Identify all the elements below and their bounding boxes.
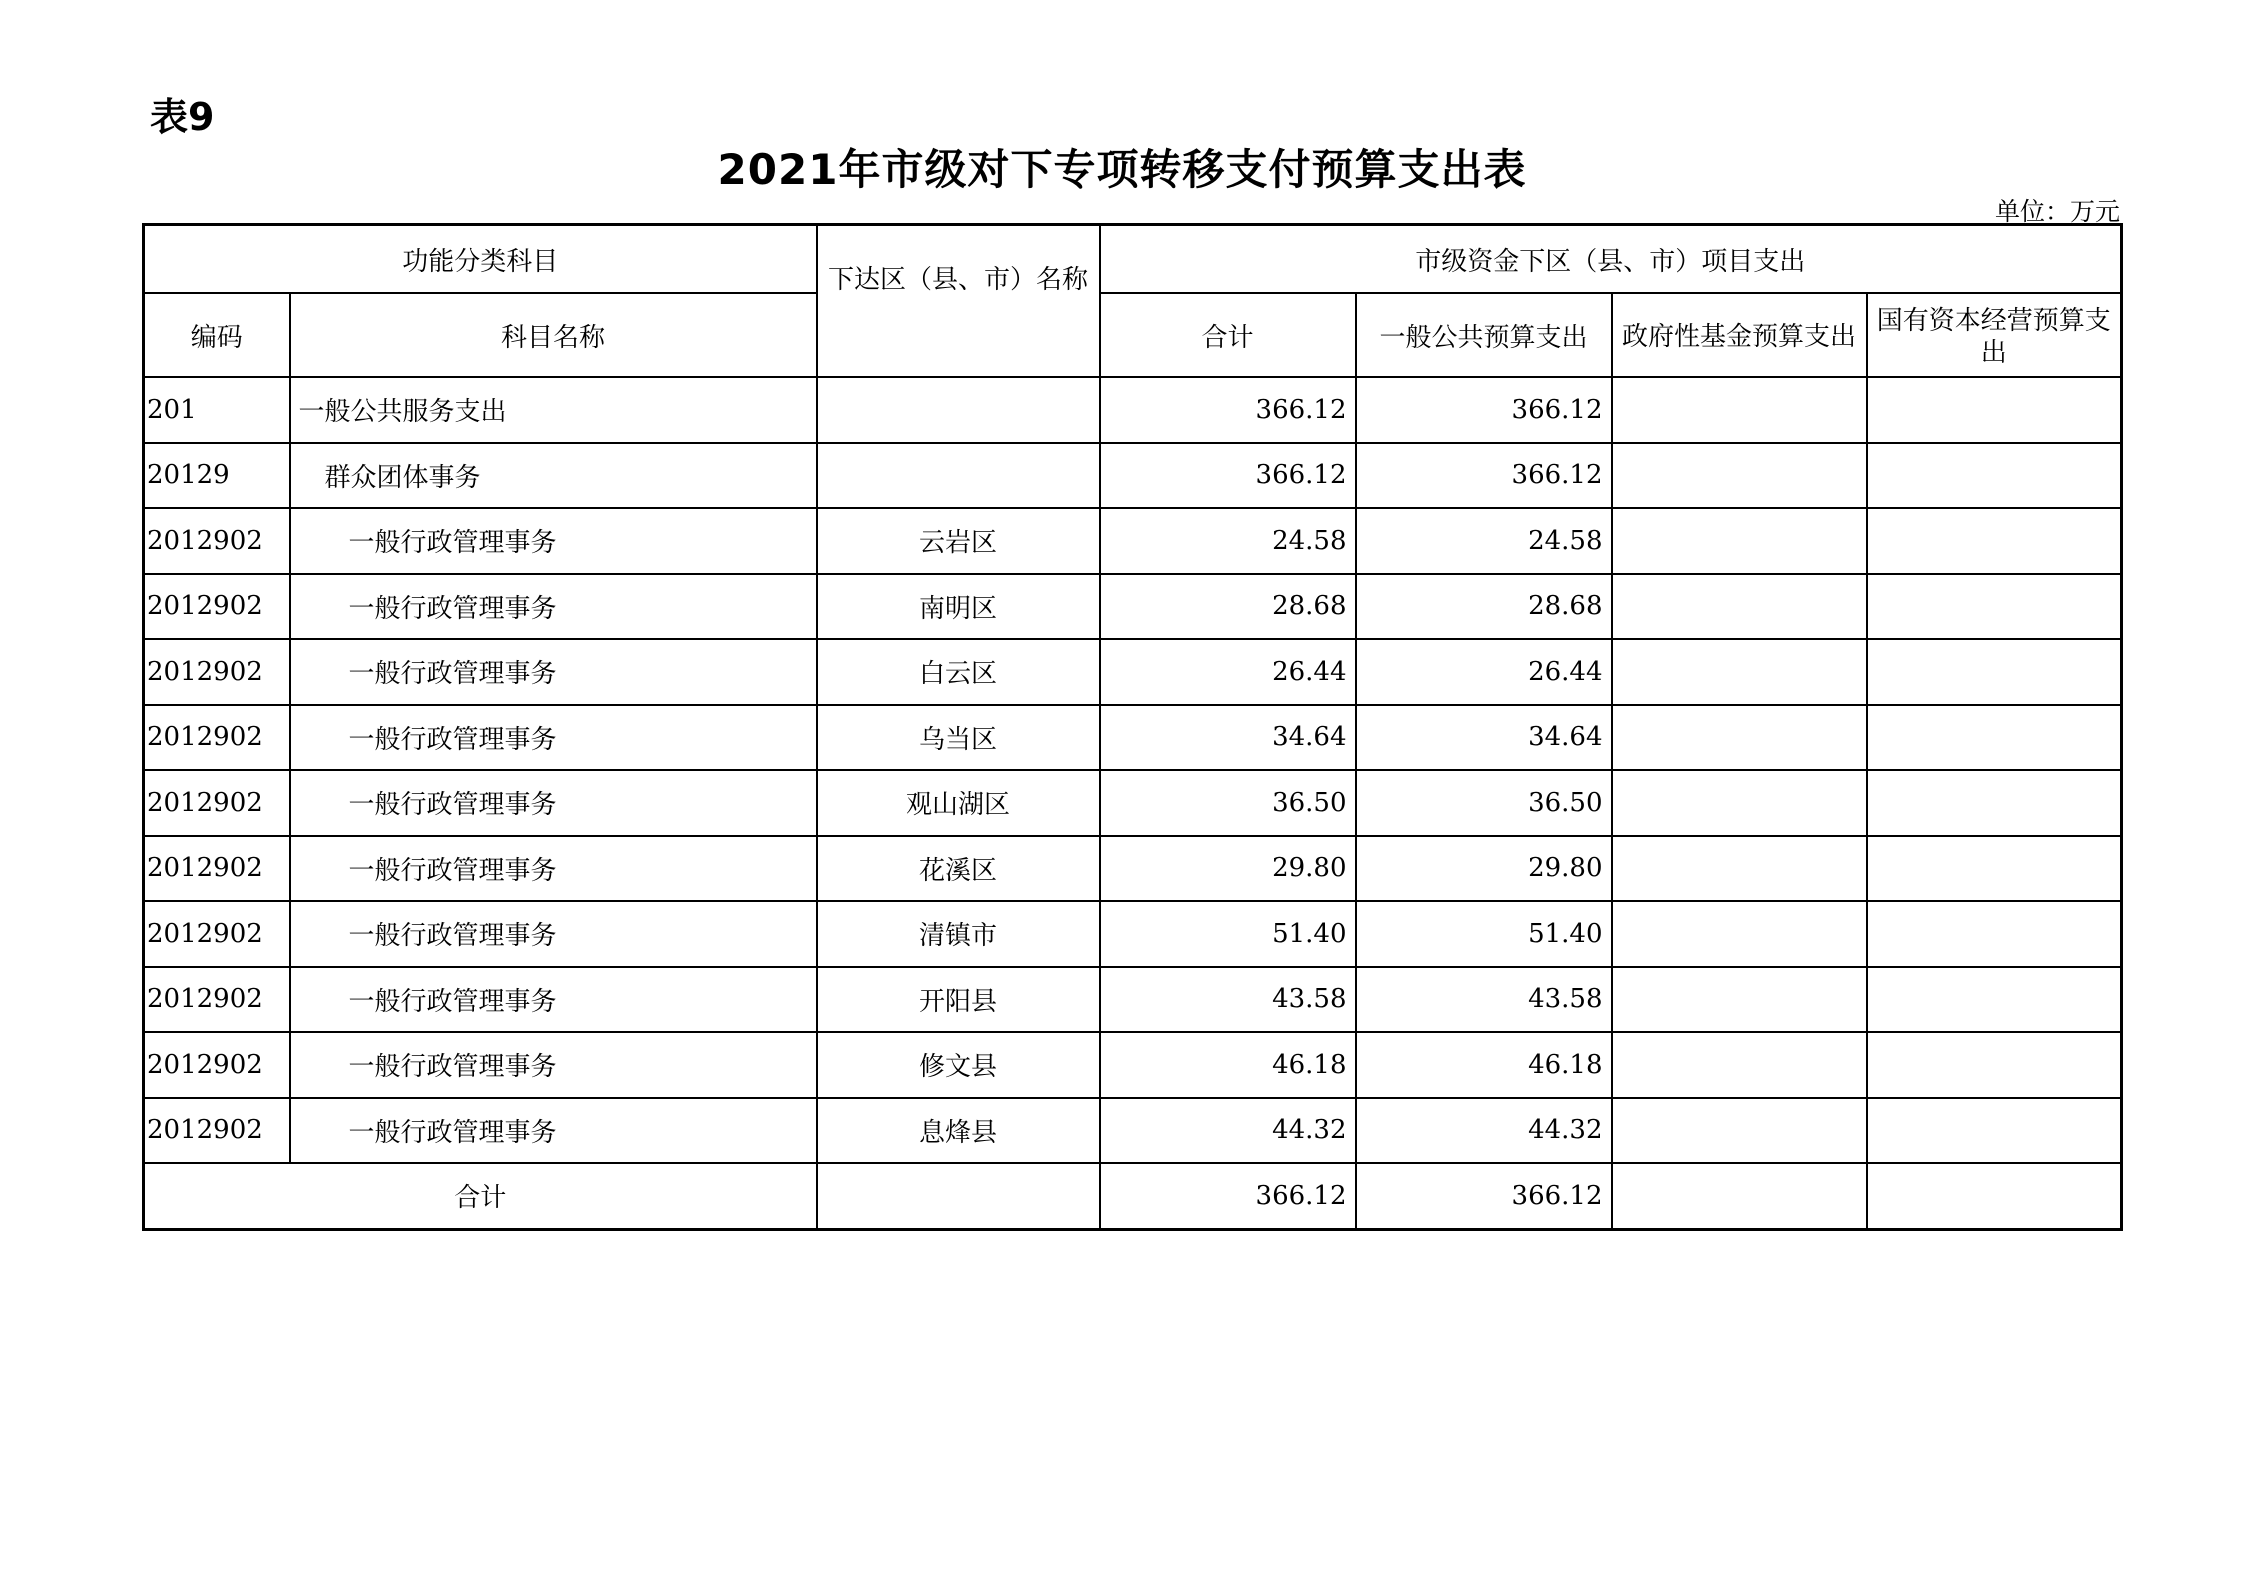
cell-subject-name: 一般行政管理事务 [290, 574, 817, 640]
cell-region [817, 443, 1100, 509]
table-body [144, 377, 2122, 1163]
cell-code: 2012902 [144, 901, 290, 967]
table-row [144, 705, 2122, 771]
table-row [144, 574, 2122, 640]
header-subject-name: 科目名称 [290, 293, 817, 377]
header-code: 编码 [144, 293, 290, 377]
cell-state-capital [1867, 508, 2122, 574]
cell-gov-fund [1612, 836, 1867, 902]
cell-region: 白云区 [817, 639, 1100, 705]
cell-subject-name: 群众团体事务 [290, 443, 817, 509]
cell-code: 2012902 [144, 1032, 290, 1098]
cell-general-budget: 366.12 [1356, 377, 1612, 443]
table-row [144, 377, 2122, 443]
table-row [144, 508, 2122, 574]
cell-general-budget: 36.50 [1356, 770, 1612, 836]
cell-subject-name: 一般公共服务支出 [290, 377, 817, 443]
cell-general-budget: 51.40 [1356, 901, 1612, 967]
cell-subject-name: 一般行政管理事务 [290, 508, 817, 574]
cell-subject-name: 一般行政管理事务 [290, 705, 817, 771]
cell-subject-name: 一般行政管理事务 [290, 967, 817, 1033]
cell-gov-fund [1612, 967, 1867, 1033]
cell-subject-name: 一般行政管理事务 [290, 1098, 817, 1164]
header-state-capital: 国有资本经营预算支出 [1867, 293, 2122, 377]
total-general: 366.12 [1356, 1163, 1612, 1229]
header-city-funds-group: 市级资金下区（县、市）项目支出 [1100, 225, 2122, 294]
table-number-label: 表9 [150, 95, 215, 139]
cell-general-budget: 26.44 [1356, 639, 1612, 705]
cell-state-capital [1867, 836, 2122, 902]
cell-subject-name: 一般行政管理事务 [290, 836, 817, 902]
cell-subject-name: 一般行政管理事务 [290, 639, 817, 705]
cell-total: 46.18 [1100, 1032, 1356, 1098]
cell-region: 观山湖区 [817, 770, 1100, 836]
cell-subject-name: 一般行政管理事务 [290, 770, 817, 836]
cell-region [817, 377, 1100, 443]
cell-general-budget: 46.18 [1356, 1032, 1612, 1098]
total-row [144, 1163, 2122, 1229]
header-function-group: 功能分类科目 [144, 225, 817, 294]
cell-region: 开阳县 [817, 967, 1100, 1033]
total-gov-fund [1612, 1163, 1867, 1229]
cell-code: 2012902 [144, 508, 290, 574]
cell-total: 28.68 [1100, 574, 1356, 640]
header-gov-fund: 政府性基金预算支出 [1612, 293, 1867, 377]
cell-region: 清镇市 [817, 901, 1100, 967]
table-row [144, 1032, 2122, 1098]
table-row [144, 1098, 2122, 1164]
cell-gov-fund [1612, 1032, 1867, 1098]
document-title: 2021年市级对下专项转移支付预算支出表 [717, 145, 1527, 194]
cell-gov-fund [1612, 508, 1867, 574]
header-row-1 [144, 225, 2122, 294]
cell-code: 2012902 [144, 705, 290, 771]
cell-state-capital [1867, 377, 2122, 443]
table-row [144, 770, 2122, 836]
cell-state-capital [1867, 574, 2122, 640]
cell-region: 修文县 [817, 1032, 1100, 1098]
cell-state-capital [1867, 443, 2122, 509]
cell-state-capital [1867, 705, 2122, 771]
cell-general-budget: 29.80 [1356, 836, 1612, 902]
cell-total: 43.58 [1100, 967, 1356, 1033]
cell-state-capital [1867, 770, 2122, 836]
cell-total: 26.44 [1100, 639, 1356, 705]
cell-region: 南明区 [817, 574, 1100, 640]
cell-gov-fund [1612, 574, 1867, 640]
cell-region: 花溪区 [817, 836, 1100, 902]
cell-code: 2012902 [144, 967, 290, 1033]
cell-state-capital [1867, 1032, 2122, 1098]
total-amount: 366.12 [1100, 1163, 1356, 1229]
cell-region: 乌当区 [817, 705, 1100, 771]
cell-total: 34.64 [1100, 705, 1356, 771]
cell-gov-fund [1612, 639, 1867, 705]
cell-gov-fund [1612, 377, 1867, 443]
cell-total: 29.80 [1100, 836, 1356, 902]
cell-general-budget: 44.32 [1356, 1098, 1612, 1164]
cell-state-capital [1867, 1098, 2122, 1164]
cell-total: 36.50 [1100, 770, 1356, 836]
cell-general-budget: 28.68 [1356, 574, 1612, 640]
cell-region: 云岩区 [817, 508, 1100, 574]
cell-gov-fund [1612, 1098, 1867, 1164]
cell-general-budget: 43.58 [1356, 967, 1612, 1033]
cell-code: 201 [144, 377, 290, 443]
total-state-capital [1867, 1163, 2122, 1229]
cell-region: 息烽县 [817, 1098, 1100, 1164]
header-total: 合计 [1100, 293, 1356, 377]
table-row [144, 901, 2122, 967]
cell-code: 2012902 [144, 770, 290, 836]
cell-total: 24.58 [1100, 508, 1356, 574]
total-label: 合计 [144, 1163, 817, 1229]
header-row-2 [144, 293, 2122, 377]
budget-table [142, 223, 2123, 1231]
table-row [144, 836, 2122, 902]
cell-state-capital [1867, 639, 2122, 705]
cell-total: 366.12 [1100, 443, 1356, 509]
cell-state-capital [1867, 901, 2122, 967]
cell-total: 366.12 [1100, 377, 1356, 443]
cell-subject-name: 一般行政管理事务 [290, 1032, 817, 1098]
cell-total: 44.32 [1100, 1098, 1356, 1164]
cell-gov-fund [1612, 770, 1867, 836]
cell-code: 2012902 [144, 1098, 290, 1164]
table-row [144, 967, 2122, 1033]
cell-general-budget: 34.64 [1356, 705, 1612, 771]
cell-code: 2012902 [144, 836, 290, 902]
header-general-budget: 一般公共预算支出 [1356, 293, 1612, 377]
cell-total: 51.40 [1100, 901, 1356, 967]
cell-gov-fund [1612, 901, 1867, 967]
cell-general-budget: 24.58 [1356, 508, 1612, 574]
header-region: 下达区（县、市）名称 [817, 225, 1100, 378]
table-row [144, 639, 2122, 705]
cell-gov-fund [1612, 443, 1867, 509]
cell-state-capital [1867, 967, 2122, 1033]
total-region [817, 1163, 1100, 1229]
cell-gov-fund [1612, 705, 1867, 771]
unit-label: 单位：万元 [1994, 197, 2120, 226]
cell-code: 2012902 [144, 639, 290, 705]
cell-code: 20129 [144, 443, 290, 509]
cell-subject-name: 一般行政管理事务 [290, 901, 817, 967]
table-row [144, 443, 2122, 509]
cell-code: 2012902 [144, 574, 290, 640]
cell-general-budget: 366.12 [1356, 443, 1612, 509]
